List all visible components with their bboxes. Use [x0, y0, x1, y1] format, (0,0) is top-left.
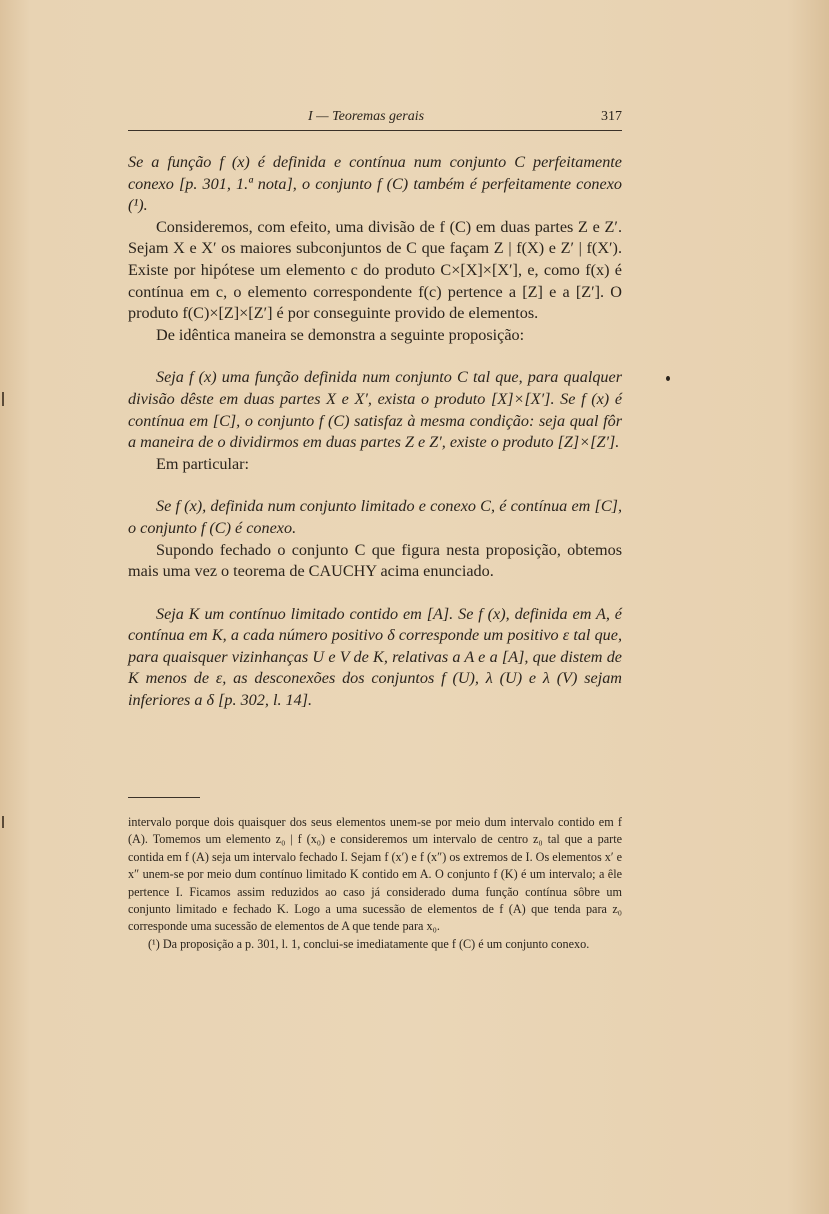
paragraph-gap: [128, 475, 622, 496]
footnotes: [128, 814, 622, 953]
paragraph-gap: [128, 346, 622, 367]
scan-edge-mark: [2, 392, 4, 406]
paragraph: De idêntica maneira se demonstra a seguinte proposição:: [156, 325, 525, 344]
paragraph: Supondo fechado o conjunto C que figura nesta proposição, obtemos mais uma vez o teorema de CAUCHY acima enunciado.: [128, 540, 622, 581]
paragraph: Se f (x), definida num conjunto limitado e conexo C, é contínua em [C], o conjunto f (C) é conexo.: [128, 497, 622, 537]
running-header: [128, 109, 622, 129]
paragraph-gap: [128, 583, 622, 604]
footnote-separator: [128, 797, 200, 798]
footnote: intervalo porque dois quaisquer dos seus elementos unem-se por meio dum intervalo contido em f (A). Tomemos um elemento z₀ | f (x₀) e consideremos um intervalo de centro z₀ tal que a parte contida em f (A) seja um intervalo fechado I. Sejam f (x′) e f (x″) os extremos de I. Os elementos x′ e x″ unem-se por meio dum contínuo limitado K contido em A. O conjunto f (K) é um intervalo; a êle pertence I. Ficamos assim reduzidos ao caso já considerado duma função contínua sôbre um conjunto limitado e fechado K. Logo a uma sucessão de elementos de f (A) que tenda para z₀ corresponde uma sucessão de elementos de A que tende para x₀.: [128, 815, 622, 934]
header-title: I — Teoremas gerais: [308, 109, 425, 124]
paragraph: Seja K um contínuo limitado contido em [A]. Se f (x), definida em A, é contínua em K, a cada número positivo δ corresponde um positivo ε tal que, para quaisquer vizinhanças U e V de K, relativas a A e a [A], que distem de K menos de ε, as desconexões dos conjuntos f (U), λ (U) e λ (V) sejam inferiores a δ [p. 302, l. 14].: [128, 604, 622, 710]
paragraph: Consideremos, com efeito, uma divisão de f (C) em duas partes Z e Z′. Sejam X e X′ os maiores subconjuntos de C que façam Z | f(X) e Z′ | f(X′). Existe por hipótese um elemento c do produto C×[X]×[X′], e, como f(x) é contínua em c, o elemento correspondente f(c) pertence a [Z] e a [Z′]. O produto f(C)×[Z]×[Z′] é por conseguinte provido de elementos.: [128, 217, 622, 323]
scan-edge-mark: [2, 816, 4, 828]
footnote: (¹) Da proposição a p. 301, l. 1, conclui-se imediatamente que f (C) é um conjunto conexo.: [148, 936, 590, 951]
ink-dot: [666, 376, 670, 381]
paragraph: Se a função f (x) é definida e contínua num conjunto C perfeitamente conexo [p. 301, 1.ª nota], o conjunto f (C) também é perfeitamente conexo (¹).: [128, 153, 622, 215]
header-rule: [128, 130, 622, 131]
page-number: 317: [601, 109, 622, 124]
main-text: [128, 152, 622, 712]
paragraph: Seja f (x) uma função definida num conjunto C tal que, para qualquer divisão dêste em duas partes X e X′, exista o produto [X]×[X′]. Se f (x) é contínua em [C], o conjunto f (C) satisfaz à mesma condição: seja qual fôr a maneira de o dividirmos em duas partes Z e Z′, existe o produto [Z]×[Z′].: [128, 368, 622, 452]
paragraph: Em particular:: [156, 454, 250, 473]
